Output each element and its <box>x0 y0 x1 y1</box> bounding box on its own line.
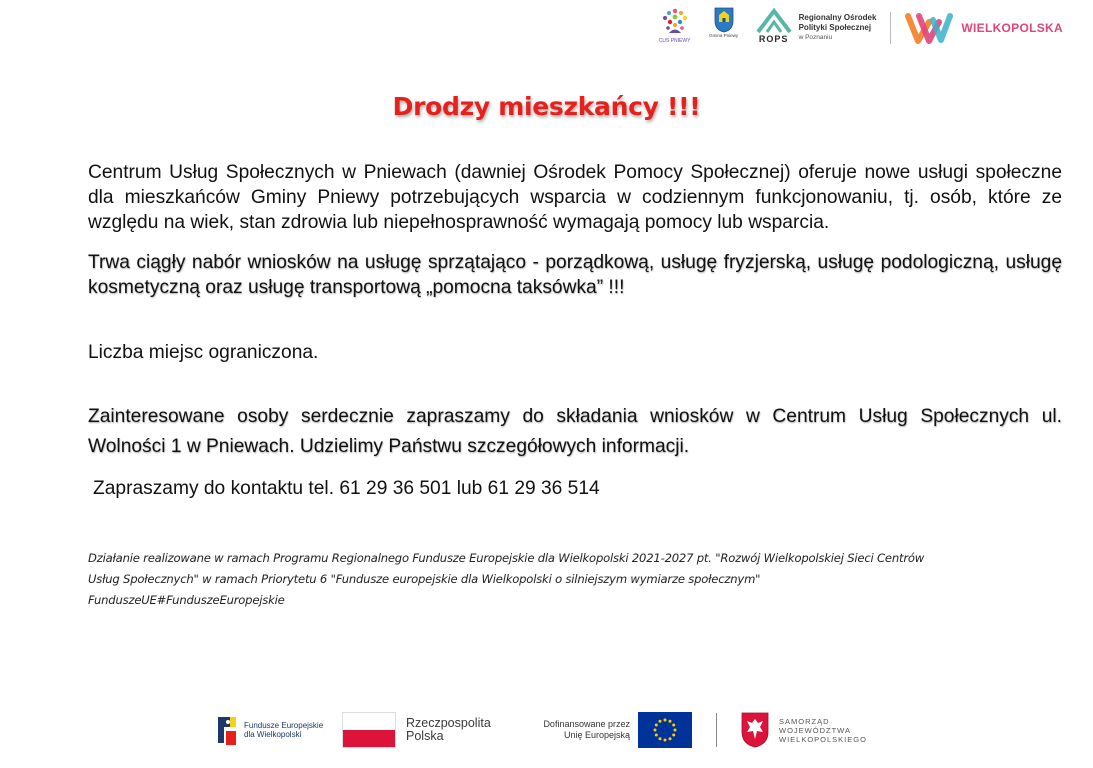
cus-dots-icon <box>660 7 690 37</box>
fe-line1: Fundusze Europejskie <box>244 721 324 730</box>
fe-logo <box>216 713 328 747</box>
rops-mountain-icon <box>756 8 792 34</box>
funding-note <box>88 548 1048 611</box>
rops-name-line2: Polityki Społecznej <box>798 23 872 32</box>
gmina-logo-text: Gmina Pniewy <box>709 33 739 38</box>
funding-note-line2: Usług Społecznych" w ramach Priorytetu 6 "Fundusze europejskie dla Wielkopolski o silniejszym wymiarze społecznym" <box>88 572 761 586</box>
ue-logo-text <box>520 719 630 741</box>
sw-line1: SAMORZĄD <box>779 716 830 726</box>
intro-paragraph: Centrum Usług Społecznych w Pniewach (dawniej Ośrodek Pomocy Społecznej) oferuje nowe usługi społeczne dla mieszkańców Gminy Pniewy potrzebujących wsparcia w codziennym funkcjonowaniu, tj. osób, które ze względu na wiek, stan zdrowia lub niepełnosprawność wymagają pomocy lub wsparcia. <box>88 162 1062 233</box>
cus-logo <box>657 7 693 49</box>
page-title: Drodzy mieszkańcy !!! <box>392 92 701 121</box>
ue-line2: Unię Europejską <box>563 730 630 740</box>
rops-name-line3: w Poznaniu <box>798 34 833 41</box>
sw-line3: WIELKOPOLSKIEGO <box>779 734 867 744</box>
fe-line2: dla Wielkopolski <box>244 730 302 739</box>
funding-logos-strip <box>216 708 867 752</box>
cus-logo-text: CUS PNIEWY <box>658 38 691 44</box>
wielkopolska-w-icon <box>905 10 953 46</box>
wielkopolska-eagle-crest-icon <box>741 712 769 748</box>
footer-divider <box>716 713 717 747</box>
gmina-crest-icon <box>714 7 734 33</box>
header-logos <box>657 6 1063 50</box>
rp-logo-text <box>406 717 506 743</box>
poland-flag-icon <box>342 712 396 748</box>
fe-star-icon <box>216 713 238 747</box>
wielkopolska-label: WIELKOPOLSKA <box>961 21 1063 35</box>
ue-line1: Dofinansowane przez <box>543 719 630 729</box>
recruitment-paragraph: Trwa ciągły nabór wniosków na usługę sprzątająco - porządkową, usługę fryzjerską, usługę podologiczną, usługę kosmetyczną oraz usługę transportową „pomocna taksówka” !!! <box>88 252 1062 298</box>
eu-flag-icon <box>638 712 692 748</box>
wielkopolska-logo <box>905 10 1063 46</box>
rops-abbrev: ROPS <box>758 34 789 44</box>
funding-note-line3: FunduszeUE#FunduszeEuropejskie <box>88 593 285 607</box>
rops-name-line1: Regionalny Ośrodek <box>798 13 877 22</box>
invitation-paragraph: Zainteresowane osoby serdecznie zapraszamy do składania wniosków w Centrum Usług Społecznych ul. Wolności 1 w Pniewach. Udzielimy Państwu szczegółowych informacji. <box>88 406 1062 457</box>
gmina-logo <box>707 7 741 49</box>
funding-note-line1: Działanie realizowane w ramach Programu Regionalnego Fundusze Europejskie dla Wielkopolski 2021-2027 pt. "Rozwój Wielkopolskiej Sieci Centrów <box>88 551 925 565</box>
limited-places-text: Liczba miejsc ograniczona. <box>88 342 319 363</box>
rops-logo <box>755 7 877 49</box>
sw-line2: WOJEWÓDZTWA <box>779 725 851 735</box>
contact-text: Zapraszamy do kontaktu tel. 61 29 36 501 lub 61 29 36 514 <box>93 478 600 499</box>
rp-line2: Polska <box>406 729 444 743</box>
rp-line1: Rzeczpospolita <box>406 716 491 730</box>
header-divider <box>890 12 891 44</box>
sw-logo-text <box>779 717 867 744</box>
